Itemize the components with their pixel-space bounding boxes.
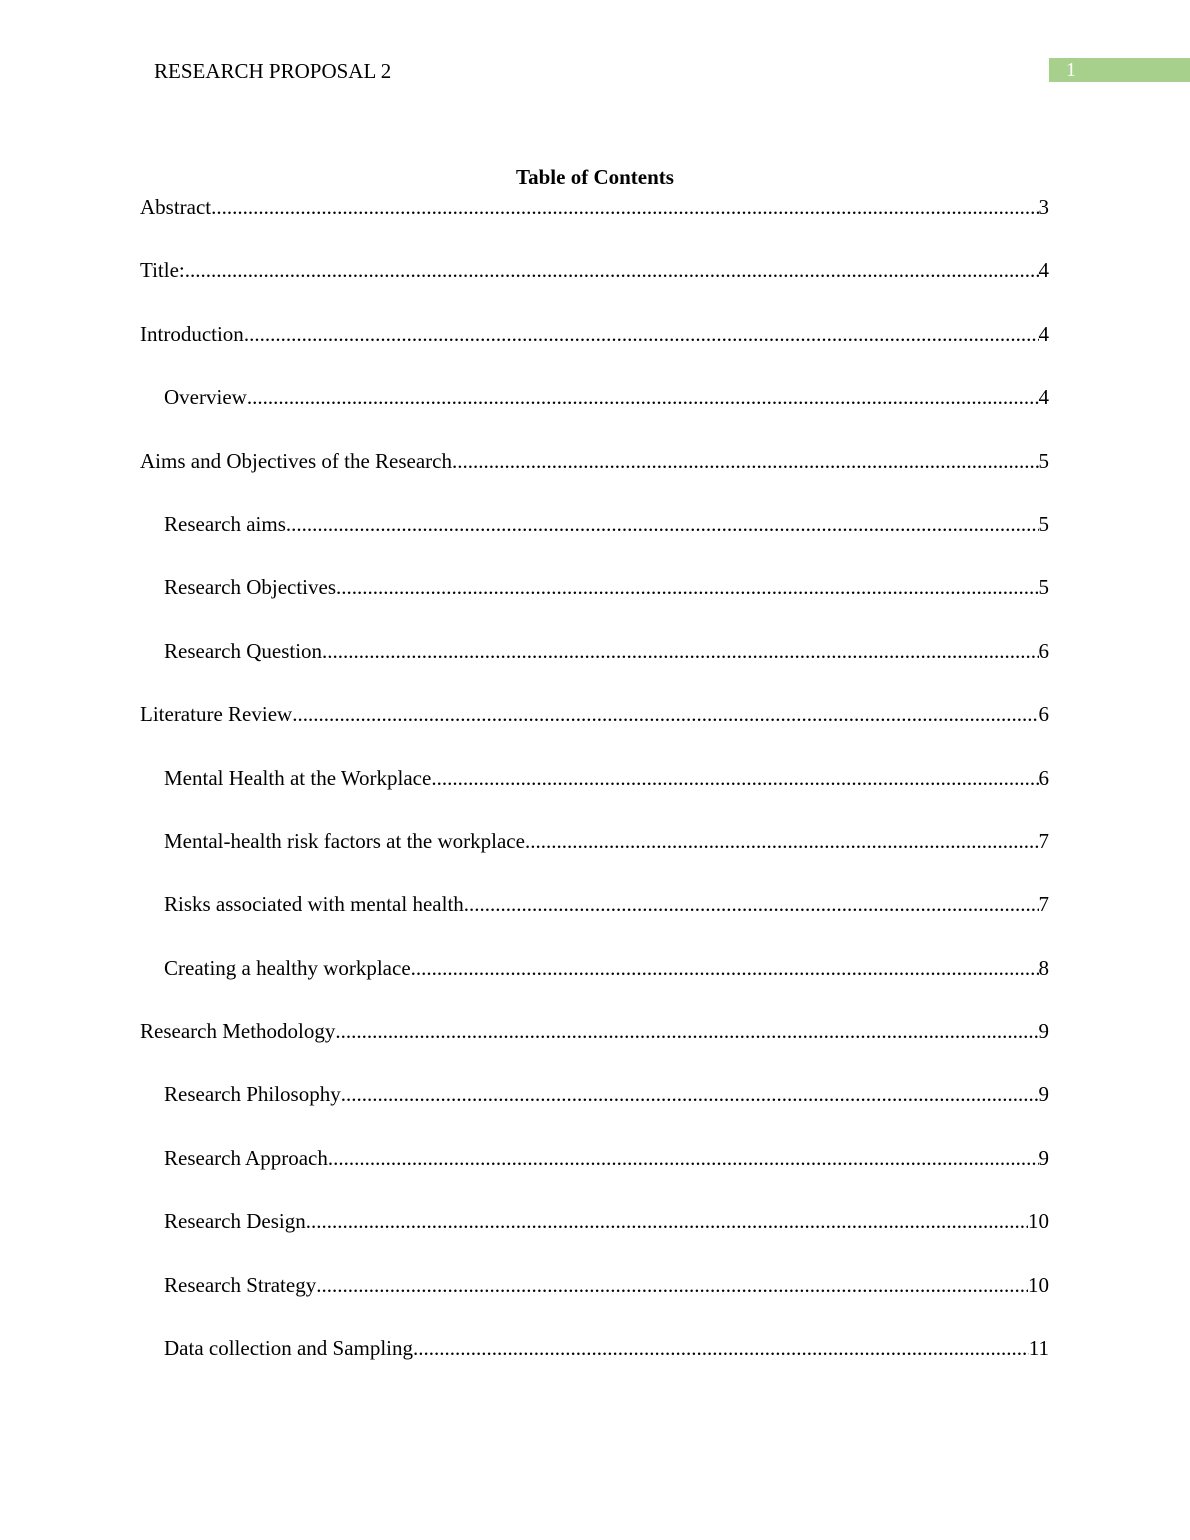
toc-entry[interactable] bbox=[140, 384, 1049, 447]
toc-entry-label: Literature Review bbox=[140, 702, 293, 727]
toc-entry-label: Mental-health risk factors at the workplace bbox=[164, 828, 525, 853]
toc-entry-label: Research Question bbox=[164, 638, 323, 663]
toc-entry-label: Research aims bbox=[164, 511, 286, 536]
running-header: RESEARCH PROPOSAL 2 bbox=[154, 59, 392, 83]
toc-entry-label: Risks associated with mental health bbox=[164, 892, 464, 917]
toc-entry-page: 6 bbox=[1038, 638, 1049, 663]
toc-entry[interactable] bbox=[140, 1272, 1049, 1335]
page-number: 1 bbox=[1066, 59, 1076, 81]
toc-dot-leader bbox=[341, 1081, 1039, 1107]
toc-dot-leader bbox=[247, 384, 1039, 410]
toc-entry[interactable] bbox=[140, 1018, 1049, 1081]
toc-dot-leader bbox=[336, 574, 1038, 600]
toc-dot-leader bbox=[244, 321, 1039, 347]
toc-dot-leader bbox=[316, 1272, 1028, 1298]
toc-entry-page: 10 bbox=[1028, 1272, 1049, 1297]
toc-entry[interactable] bbox=[140, 828, 1049, 891]
toc-dot-leader bbox=[211, 194, 1038, 220]
toc-entry-page: 9 bbox=[1038, 1019, 1049, 1044]
toc-dot-leader bbox=[335, 1018, 1038, 1044]
toc-entry-page: 10 bbox=[1028, 1209, 1049, 1234]
table-of-contents bbox=[140, 194, 1049, 1398]
toc-dot-leader bbox=[322, 638, 1038, 664]
toc-entry[interactable] bbox=[140, 257, 1049, 320]
toc-entry-page: 4 bbox=[1038, 321, 1049, 346]
toc-entry-label: Data collection and Sampling bbox=[164, 1336, 414, 1361]
toc-entry-label: Abstract bbox=[140, 195, 212, 219]
toc-entry[interactable] bbox=[140, 194, 1049, 257]
toc-entry-label: Aims and Objectives of the Research bbox=[140, 448, 452, 473]
toc-entry-page: 9 bbox=[1038, 1145, 1049, 1170]
toc-dot-leader bbox=[328, 1145, 1039, 1171]
toc-entry-page: 5 bbox=[1038, 448, 1049, 473]
toc-entry[interactable] bbox=[140, 765, 1049, 828]
toc-entry-label: Research Methodology bbox=[140, 1019, 336, 1044]
toc-entry[interactable] bbox=[140, 574, 1049, 637]
toc-entry-label: Introduction bbox=[140, 321, 244, 346]
toc-entry-label: Title: bbox=[140, 258, 185, 283]
toc-entry[interactable] bbox=[140, 1335, 1049, 1398]
toc-dot-leader bbox=[292, 701, 1038, 727]
toc-entry-page: 6 bbox=[1038, 765, 1049, 790]
toc-entry[interactable] bbox=[140, 701, 1049, 764]
toc-dot-leader bbox=[525, 828, 1039, 854]
toc-entry[interactable] bbox=[140, 638, 1049, 701]
toc-entry-label: Creating a healthy workplace bbox=[164, 955, 411, 980]
toc-entry[interactable] bbox=[140, 1081, 1049, 1144]
toc-dot-leader bbox=[413, 1335, 1029, 1361]
toc-entry-page: 4 bbox=[1038, 258, 1049, 283]
toc-entry-label: Research Strategy bbox=[164, 1272, 317, 1297]
toc-dot-leader bbox=[431, 765, 1038, 791]
toc-entry[interactable] bbox=[140, 891, 1049, 954]
toc-entry-page: 8 bbox=[1038, 955, 1049, 980]
toc-dot-leader bbox=[185, 257, 1039, 283]
toc-entry-label: Overview bbox=[164, 385, 247, 410]
toc-entry-label: Research Approach bbox=[164, 1145, 328, 1170]
toc-dot-leader bbox=[464, 891, 1039, 917]
toc-entry[interactable] bbox=[140, 1208, 1049, 1271]
toc-heading: Table of Contents bbox=[516, 165, 674, 189]
toc-entry-page: 7 bbox=[1038, 892, 1049, 917]
toc-entry-page: 6 bbox=[1038, 702, 1049, 727]
toc-dot-leader bbox=[286, 511, 1039, 537]
toc-entry[interactable] bbox=[140, 321, 1049, 384]
toc-dot-leader bbox=[306, 1208, 1028, 1234]
toc-dot-leader bbox=[452, 448, 1039, 474]
toc-entry[interactable] bbox=[140, 448, 1049, 511]
toc-entry-page: 4 bbox=[1038, 385, 1049, 410]
page-number-badge bbox=[1049, 58, 1190, 82]
toc-entry-label: Research Design bbox=[164, 1209, 306, 1234]
toc-entry-page: 7 bbox=[1038, 828, 1049, 853]
toc-entry[interactable] bbox=[140, 955, 1049, 1018]
toc-entry-page: 9 bbox=[1038, 1082, 1049, 1107]
toc-entry[interactable] bbox=[140, 1145, 1049, 1208]
toc-entry-page: 11 bbox=[1028, 1336, 1049, 1361]
toc-dot-leader bbox=[411, 955, 1039, 981]
toc-entry-label: Research Philosophy bbox=[164, 1082, 341, 1107]
toc-entry-label: Mental Health at the Workplace bbox=[164, 765, 432, 790]
toc-entry-page: 5 bbox=[1038, 575, 1049, 600]
toc-entry-page: 5 bbox=[1038, 511, 1049, 536]
toc-entry-label: Research Objectives bbox=[164, 575, 337, 600]
toc-entry-page: 3 bbox=[1038, 195, 1049, 219]
toc-entry[interactable] bbox=[140, 511, 1049, 574]
